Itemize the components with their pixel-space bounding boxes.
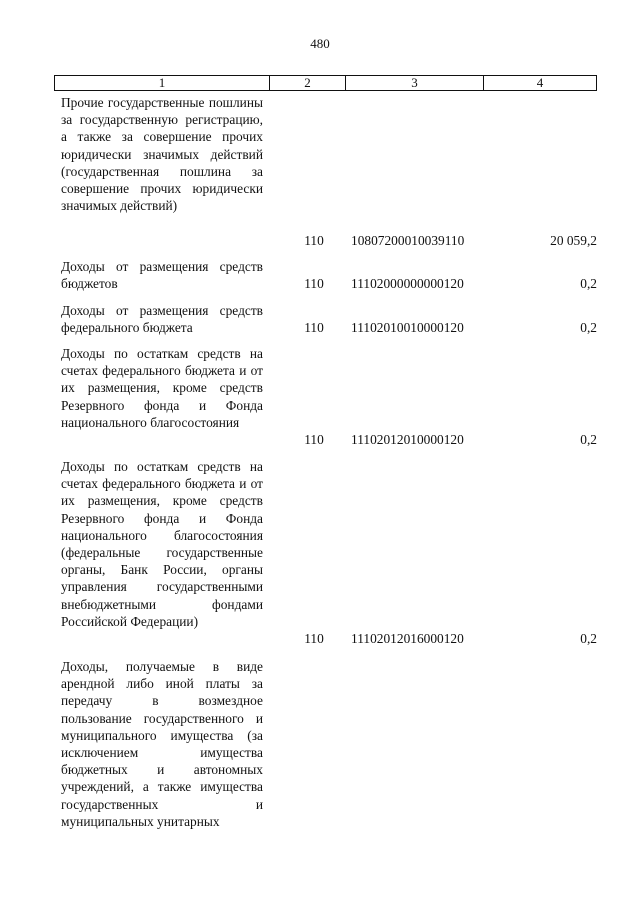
column-header-1: 1 xyxy=(158,75,166,90)
table-row xyxy=(61,258,597,294)
row-admin-code: 110 xyxy=(304,631,324,646)
row-amount: 20 059,2 xyxy=(550,233,597,248)
row-budget-code: 11102010010000120 xyxy=(351,320,464,335)
row-budget-code: 11102012016000120 xyxy=(351,631,464,646)
row-admin-code: 110 xyxy=(304,276,324,291)
row-amount: 0,2 xyxy=(580,320,597,335)
table-row xyxy=(61,458,597,650)
table-header xyxy=(54,75,597,91)
table-row xyxy=(61,345,597,451)
row-description: Доходы по остаткам средств на счетах федерального бюджета и от их размещения, кроме средств Резервного фонда и Фонда национального благосостояния xyxy=(61,346,263,430)
row-budget-code: 11102012010000120 xyxy=(351,432,464,447)
row-description: Доходы от размещения средств федерального бюджета xyxy=(61,303,263,336)
row-description: Доходы, получаемые в виде арендной либо иной платы за передачу в возмездное пользование государственного и муниципального имущества (за исключением имущества бюджетных и автономных учреждений, а также имущества государственных и муниципальных унитарных xyxy=(61,659,263,829)
table-row xyxy=(61,94,597,250)
row-admin-code: 110 xyxy=(304,320,324,335)
row-admin-code: 110 xyxy=(304,432,324,447)
row-description: Доходы от размещения средств бюджетов xyxy=(61,259,263,292)
row-amount: 0,2 xyxy=(580,631,597,646)
row-description: Прочие государственные пошлины за государственную регистрацию, а также за совершение прочих юридически значимых действий (государственная пошлина за совершение прочих юридически значимых действий) xyxy=(61,95,263,214)
row-budget-code: 11102000000000120 xyxy=(351,276,464,291)
row-budget-code: 10807200010039110 xyxy=(351,233,465,248)
row-admin-code: 110 xyxy=(304,233,324,248)
column-header-3: 3 xyxy=(345,76,483,90)
row-amount: 0,2 xyxy=(580,432,597,447)
page-number: 480 xyxy=(310,36,330,51)
table-row xyxy=(61,658,597,832)
column-header-2: 2 xyxy=(269,76,345,90)
row-description: Доходы по остаткам средств на счетах федерального бюджета и от их размещения, кроме средств Резервного фонда и Фонда национального благосостояния (федеральные государственные органы, Банк России, органы управления государственными внебюджетными фондами Российской Федерации) xyxy=(61,459,263,629)
column-header-4: 4 xyxy=(483,76,596,90)
table-row xyxy=(61,302,597,338)
row-amount: 0,2 xyxy=(580,276,597,291)
